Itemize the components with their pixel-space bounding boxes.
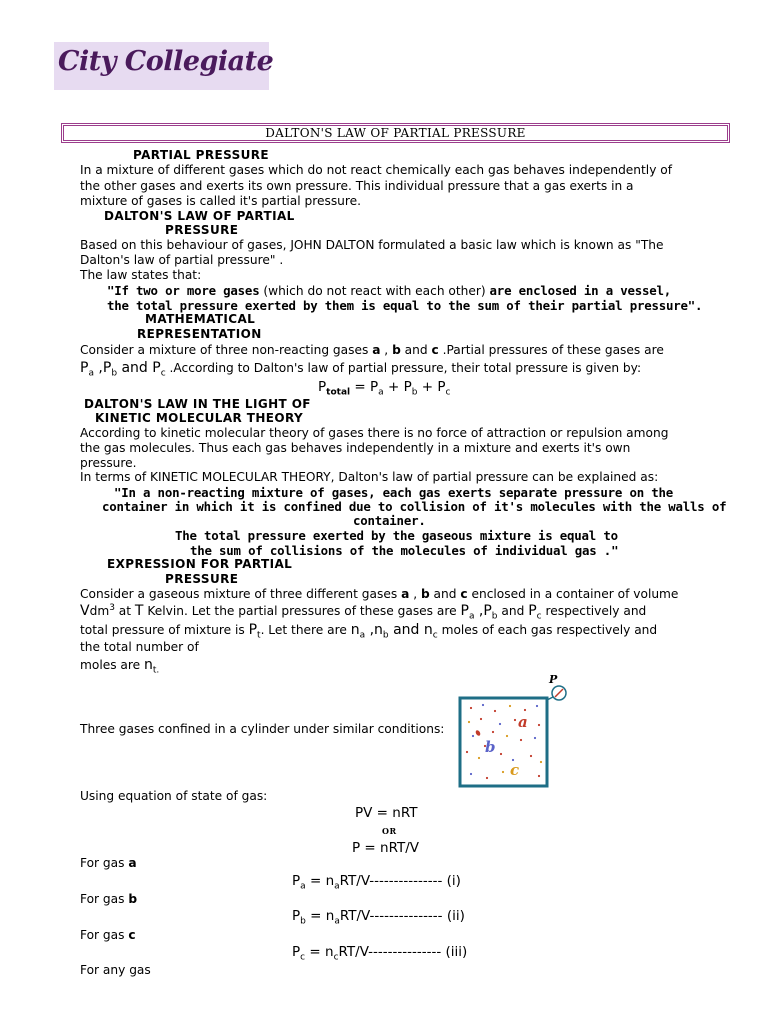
kmt-statement-line: the sum of collisions of the molecules of individual gas ." [190,543,619,558]
paragraph-line: Consider a gaseous mixture of three different gases a , b and c enclosed in a container of volume [80,587,679,601]
law-statement-line: the total pressure exerted by them is equal to the sum of their partial pressure". [107,298,703,313]
paragraph-line: The law states that: [80,268,202,282]
equation-gas-b: $P_b = n_aRT/V---------------$ (ii) [292,908,465,927]
paragraph-line: According to kinetic molecular theory of gases there is no force of attraction or repulsion among [80,426,669,440]
particle [520,739,522,741]
paragraph-line: Based on this behaviour of gases, JOHN DALTON formulated a basic law which is known as "The [80,238,664,252]
gas-container-diagram [455,670,575,790]
particle [472,735,474,737]
kmt-statement-line: container in which it is confined due to collision of it's molecules with the walls of [102,499,727,514]
particle [536,705,538,707]
diagram-label-c: c [510,761,520,779]
equation-pressure: P = nRT/V [352,840,420,856]
diagram-label-p: P [549,673,558,686]
particle [506,735,508,737]
gas-b-label: For gas b [80,892,138,906]
particle [514,719,516,721]
gas-c-label: For gas c [80,928,136,942]
particle [540,761,542,763]
particle [538,775,540,777]
heading-daltons-law: DALTON'S LAW OF PARTIAL [104,209,295,223]
particle [468,721,470,723]
particle [530,755,532,757]
cylinder-caption: Three gases confined in a cylinder under similar conditions: [80,722,445,736]
paragraph-line: the other gases and exerts its own pressure. This individual pressure that a gas exerts in a [80,179,634,193]
heading-representation: REPRESENTATION [137,327,262,341]
particle [509,705,511,707]
or-label: OR [382,826,397,836]
paragraph-line: Dalton's law of partial pressure" . [80,253,284,267]
heading-kmt: DALTON'S LAW IN THE LIGHT OF [84,397,311,411]
heading-expression: EXPRESSION FOR PARTIAL [107,557,293,571]
particle [492,731,494,733]
paragraph-line: the gas molecules. Thus each gas behaves independently in a mixture and exerts it's own [80,441,631,455]
kmt-statement-line: "In a non-reacting mixture of gases, each gas exerts separate pressure on the [114,485,674,500]
paragraph-line-volume: Vdm$^3$ at T Kelvin. Let the partial pressures of these gases are $P_a$ $,P_b$ and $P_c$ respectively and [80,602,647,622]
heading-daltons-law-cont: PRESSURE [165,223,239,237]
particle [482,704,484,706]
diagram-label-a: a [518,713,528,731]
kmt-statement-line: container. [353,513,426,528]
logo: City Collegiate [58,46,274,77]
particle [486,777,488,779]
paragraph-line-pressures: $P_a$ $,P_b$ and $P_c$ .According to Dalton's law of partial pressure, their total pressure is given by: [80,360,642,379]
paragraph-line: Consider a mixture of three non-reacting gases a , b and c .Partial pressures of these gases are [80,343,664,357]
particle [500,753,502,755]
paragraph-line: In a mixture of different gases which do not react chemically each gas behaves independently of [80,163,673,177]
paragraph-line: pressure. [80,456,137,470]
heading-partial-pressure: PARTIAL PRESSURE [133,148,270,162]
equation-gas-a: $P_a = n_aRT/V---------------$ (i) [292,873,461,892]
paragraph-line: the total number of [80,640,199,654]
particle [466,751,468,753]
heading-expression-cont: PRESSURE [165,572,239,586]
particle [499,723,501,725]
law-statement-line: "If two or more gases (which do not react with each other) are enclosed in a vessel, [107,283,672,298]
equation-state: PV = nRT [355,805,418,821]
particle [538,724,540,726]
particle [478,757,480,759]
equation-total-pressure: $P_{total} = P_a + P_b + P_c$ [318,379,451,398]
particle [534,737,536,739]
particle [494,710,496,712]
heading-kmt-cont: KINETIC MOLECULAR THEORY [95,411,304,425]
diagram-label-b: b [485,738,496,756]
heading-mathematical: MATHEMATICAL [145,312,256,326]
equation-gas-c: $P_c = n_cRT/V---------------$ (iii) [292,944,468,963]
particle [470,773,472,775]
particle [524,709,526,711]
paragraph-line-total-moles: moles are $n_{t.}$ [80,657,160,676]
any-gas-label: For any gas [80,963,151,977]
particle [480,718,482,720]
paragraph-line-moles: total pressure of mixture is $P_t$. Let there are $n_a$ $,n_b$ and $n_c$ moles of each gas respectively and [80,622,658,641]
paragraph-line: mixture of gases is called it's partial pressure. [80,194,362,208]
kmt-statement-line: The total pressure exerted by the gaseous mixture is equal to [175,528,618,543]
paragraph-line: Using equation of state of gas: [80,789,268,803]
gas-a-label: For gas a [80,856,137,870]
particle [502,771,504,773]
page-title: DALTON'S LAW OF PARTIAL PRESSURE [265,126,526,140]
particle [470,707,472,709]
paragraph-line: In terms of KINETIC MOLECULAR THEORY, Dalton's law of partial pressure can be explained as: [80,470,659,484]
